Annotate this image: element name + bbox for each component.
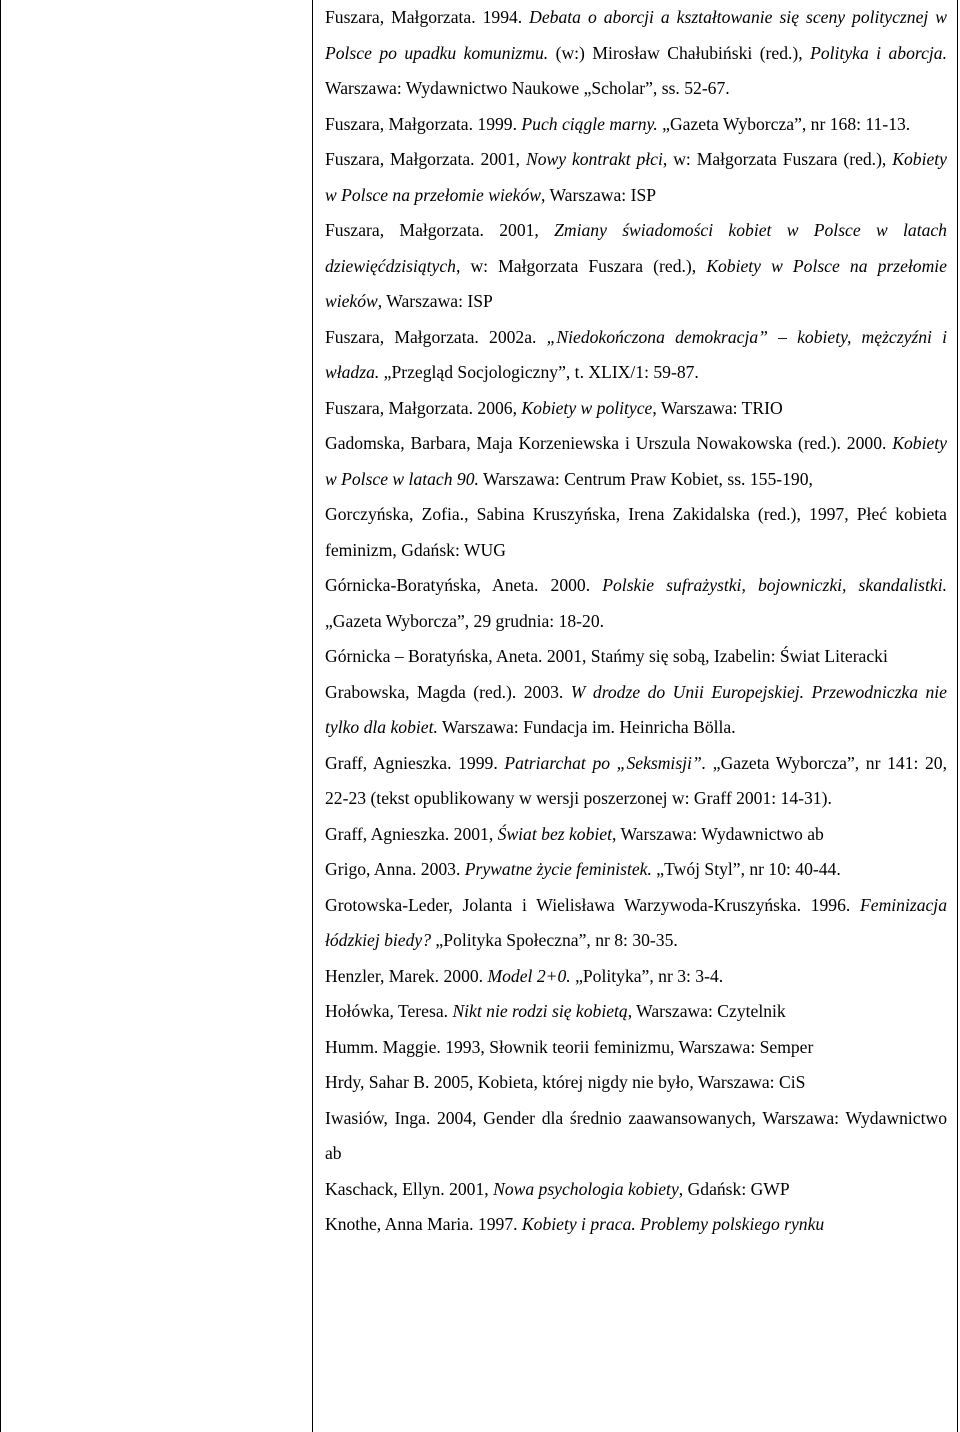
entry-text: Fuszara, Małgorzata. 2002a.: [325, 326, 547, 347]
entry-text: Iwasiów, Inga. 2004, Gender dla średnio zaawansowanych, Warszawa: Wydawnictwo ab: [325, 1107, 947, 1163]
entry-text: , Warszawa: ISP: [377, 291, 493, 311]
bibliography-entry: [325, 391, 947, 427]
entry-text: , Warszawa: Czytelnik: [627, 1001, 786, 1021]
bibliography-entry: [325, 1030, 947, 1066]
bibliography-entry: [325, 959, 947, 995]
entry-text: Górnicka-Boratyńska, Aneta. 2000.: [325, 575, 603, 595]
bibliography-entry: [325, 1207, 947, 1243]
entry-title-italic: Kobiety w Polsce w latach 90.: [325, 433, 947, 489]
entry-text: Gorczyńska, Zofia., Sabina Kruszyńska, Irena Zakidalska (red.), 1997, Płeć kobieta feminizm, Gdańsk: WUG: [325, 504, 947, 560]
entry-text: Grotowska-Leder, Jolanta i Wielisława Warzywoda-Kruszyńska. 1996.: [325, 894, 861, 915]
bibliography-entry: [325, 675, 947, 746]
entry-title-italic: Kobiety w polityce: [521, 397, 653, 418]
entry-title-italic: W drodze do Unii Europejskiej. Przewodniczka nie tylko dla kobiet.: [325, 681, 947, 737]
bibliography-entry: [325, 1172, 947, 1208]
empty-table-column: [0, 0, 313, 1432]
entry-text: Hrdy, Sahar B. 2005, Kobieta, której nigdy nie było, Warszawa: CiS: [325, 1072, 806, 1092]
bibliography-entry: [325, 0, 947, 107]
bibliography-entry: [325, 817, 947, 853]
entry-text: Knothe, Anna Maria. 1997.: [325, 1214, 522, 1234]
entry-text: „Polityka Społeczna”, nr 8: 30-35.: [431, 930, 678, 950]
entry-title-italic: Feminizacja łódzkiej biedy?: [325, 894, 947, 950]
bibliography-entry: [325, 746, 947, 817]
entry-text: Hołówka, Teresa.: [325, 1001, 453, 1021]
entry-text: Grabowska, Magda (red.). 2003.: [325, 681, 571, 702]
bibliography-entry: [325, 994, 947, 1030]
bibliography-list: [325, 0, 947, 1243]
entry-text: „Gazeta Wyborcza”, 29 grudnia: 18-20.: [325, 610, 605, 631]
entry-title-italic: Model 2+0.: [487, 965, 571, 986]
bibliography-entry: [325, 107, 947, 143]
entry-text: Fuszara, Małgorzata. 2001,: [325, 220, 555, 240]
entry-title-italic: Świat bez kobiet: [497, 823, 612, 844]
entry-title-italic: Puch ciągle marny.: [521, 113, 658, 134]
bibliography-entry: [325, 568, 947, 639]
entry-text: Graff, Agnieszka. 2001,: [325, 823, 498, 844]
bibliography-entry: [325, 320, 947, 391]
entry-title-italic: Prywatne życie feministek.: [464, 859, 652, 879]
entry-title-italic: Kobiety i praca. Problemy polskiego rynku: [521, 1214, 825, 1234]
bibliography-entry: [325, 1101, 947, 1172]
entry-text: „Przegląd Socjologiczny”, t. XLIX/1: 59-87.: [379, 362, 699, 382]
entry-text: , Gdańsk: GWP: [678, 1178, 790, 1199]
entry-text: , Warszawa: ISP: [540, 184, 657, 205]
entry-text: Kaschack, Ellyn. 2001,: [325, 1178, 494, 1199]
entry-text: Humm. Maggie. 1993, Słownik teorii feminizmu, Warszawa: Semper: [325, 1036, 814, 1057]
bibliography-entry: [325, 142, 947, 213]
entry-title-italic: Nikt nie rodzi się kobietą: [452, 1001, 628, 1021]
entry-title-italic: Patriarchat po „Seksmisji”.: [504, 752, 707, 773]
entry-text: Fuszara, Małgorzata. 1994.: [325, 7, 530, 27]
entry-text: Warszawa: Wydawnictwo Naukowe „Scholar”, ss. 52-67.: [325, 78, 730, 98]
bibliography-entry: [325, 852, 947, 888]
entry-title-italic: Nowa psychologia kobiety: [493, 1178, 679, 1199]
entry-text: Grigo, Anna. 2003.: [325, 859, 465, 879]
entry-title-italic: Nowy kontrakt płci: [525, 149, 663, 169]
entry-title-italic: Zmiany świadomości kobiet w Polsce w latach dziewięćdzisiątych: [325, 220, 947, 276]
entry-text: , w: Małgorzata Fuszara (red.),: [662, 149, 893, 169]
entry-title-italic: Kobiety w Polsce na przełomie wieków: [325, 149, 947, 205]
entry-text: Graff, Agnieszka. 1999.: [325, 752, 505, 773]
bibliography-entry: [325, 888, 947, 959]
entry-text: , Warszawa: Wydawnictwo ab: [611, 823, 824, 844]
entry-text: Henzler, Marek. 2000.: [325, 965, 488, 986]
bibliography-entry: [325, 639, 947, 675]
entry-text: Gadomska, Barbara, Maja Korzeniewska i Urszula Nowakowska (red.). 2000.: [325, 433, 893, 453]
entry-text: „Gazeta Wyborcza”, nr 141: 20, 22-23 (tekst opublikowany w wersji poszerzonej w: Graff 2001: 14-31).: [325, 752, 947, 808]
entry-title-italic: Polskie sufrażystki, bojowniczki, skandalistki.: [602, 575, 947, 595]
entry-text: (w:) Mirosław Chałubiński (red.),: [548, 42, 811, 63]
bibliography-entry: [325, 426, 947, 497]
bibliography-entry: [325, 497, 947, 568]
table-right-border: [957, 0, 958, 1432]
entry-text: Warszawa: Centrum Praw Kobiet, ss. 155-190,: [478, 468, 813, 489]
bibliography-entry: [325, 1065, 947, 1101]
entry-text: „Gazeta Wyborcza”, nr 168: 11-13.: [657, 113, 911, 134]
entry-text: Fuszara, Małgorzata. 1999.: [325, 113, 522, 134]
entry-text: , w: Małgorzata Fuszara (red.),: [455, 255, 707, 276]
entry-title-italic: „Niedokończona demokracja” – kobiety, mężczyźni i władza.: [325, 326, 947, 382]
entry-text: „Twój Styl”, nr 10: 40-44.: [651, 859, 841, 879]
entry-text: Fuszara, Małgorzata. 2006,: [325, 397, 522, 418]
entry-title-italic: Polityka i aborcja.: [810, 42, 947, 63]
entry-title-italic: Kobiety w Polsce na przełomie wieków: [325, 255, 947, 311]
entry-title-italic: j w Polsce po upadku komunizmu.: [325, 7, 947, 63]
bibliography-entry: [325, 213, 947, 320]
entry-text: , Warszawa: TRIO: [652, 397, 783, 418]
entry-text: Górnicka – Boratyńska, Aneta. 2001, Stańmy się sobą, Izabelin: Świat Literacki: [325, 646, 888, 666]
entry-text: Warszawa: Fundacja im. Heinricha Bölla.: [437, 717, 736, 737]
entry-title-italic: Debata o aborcji a kształtowanie się sceny polityczne: [529, 7, 924, 27]
entry-text: Fuszara, Małgorzata. 2001,: [325, 149, 526, 169]
entry-text: „Polityka”, nr 3: 3-4.: [570, 965, 724, 986]
